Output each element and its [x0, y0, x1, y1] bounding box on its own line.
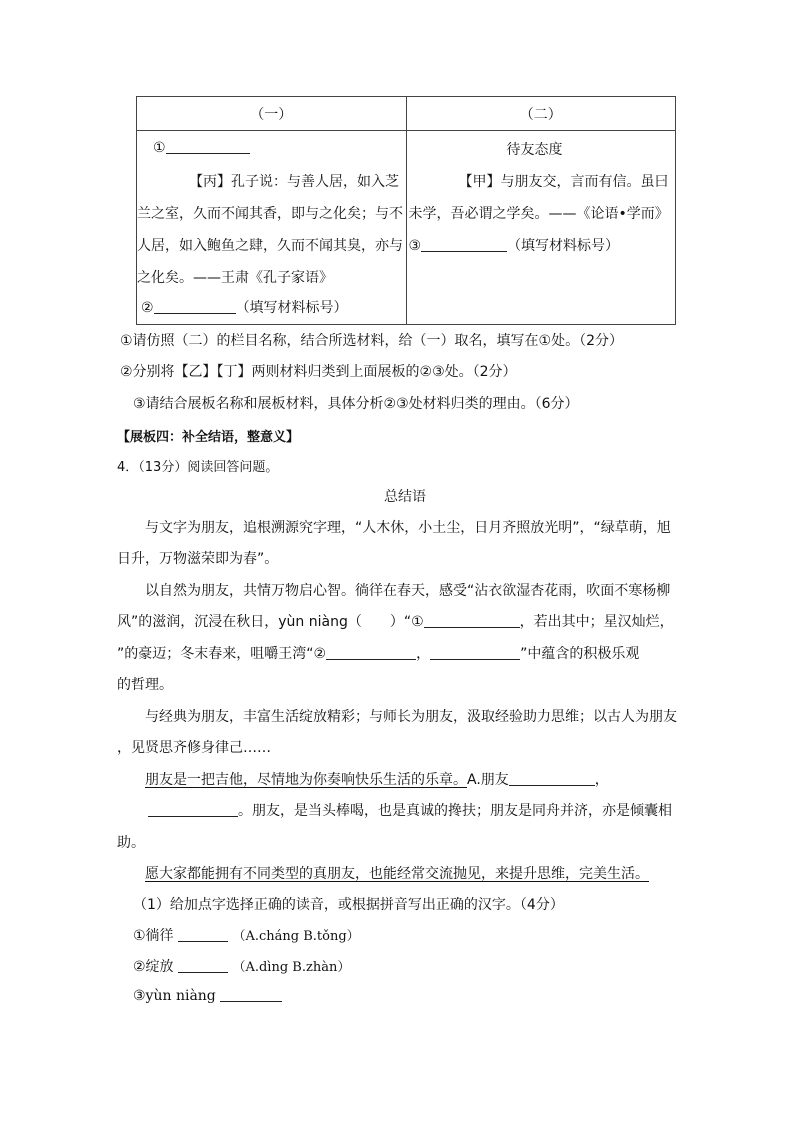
passage-p2-line3	[117, 643, 639, 663]
blank-3-row	[409, 235, 620, 255]
passage-p2-line2	[117, 611, 674, 631]
passage-p5-underlined: 愿大家都能拥有不同类型的真朋友，也能经常交流抛见，来提升思维，完美生活。	[145, 866, 649, 882]
answer-blank-2[interactable]	[154, 299, 236, 314]
item-1-label: ①徜徉	[133, 928, 174, 944]
passage-p2-line3-text: ”的豪迈；冬末春来，咀嚼王湾“②	[117, 646, 327, 662]
answer-blank-item-3[interactable]	[220, 987, 282, 1002]
task-2: ②分别将【乙】【丁】两则材料归类到上面展板的②③处。（2分）	[120, 364, 517, 380]
material-jia-line2: 未学，吾必谓之学矣。——《论语•学而》	[408, 206, 669, 222]
task-3: ③请结合展板名称和展板材料，具体分析②③处材料归类的理由。（6分）	[133, 396, 579, 412]
answer-blank-poem-2a[interactable]	[326, 645, 416, 660]
answer-blank-item-1[interactable]	[178, 927, 228, 942]
summary-title: 总结语	[384, 489, 426, 505]
material-bing-line3: 人居，如入鲍鱼之肆，久而不闻其臭，亦与	[137, 238, 403, 254]
item-2-row	[133, 956, 350, 976]
answer-blank-A2[interactable]	[148, 802, 238, 817]
section-4-heading: 【展板四：补全结语，整意义】	[117, 430, 300, 445]
col2-title: 待友态度	[506, 142, 563, 158]
item-3-row	[133, 987, 282, 1004]
passage-p4-comma: ，	[594, 772, 609, 788]
item-2-options: （A.dìng B.zhàn）	[232, 960, 351, 975]
material-bing-line1: 【丙】孔子说：与善人居，如入芝	[189, 174, 399, 190]
sub-question-1-stem: （1）给加点字选择正确的读音，或根据拼音写出正确的汉字。（4分）	[133, 897, 564, 913]
passage-p4-line1	[145, 769, 609, 789]
answer-blank-3[interactable]	[421, 237, 507, 252]
exhibit-board-table	[136, 96, 676, 325]
passage-p2-line2-text: 风”的滋润，沉浸在秋日，yùn niàng（ ）“①	[117, 614, 424, 630]
underlined-sentence-guitar: 朋友是一把吉他，尽情地为你奏响快乐生活的乐章。	[145, 772, 467, 788]
passage-p2-line3-comma: ，	[416, 646, 431, 662]
answer-blank-item-2[interactable]	[178, 958, 228, 973]
answer-blank-A1[interactable]	[509, 771, 595, 786]
passage-p3-line2: ，见贤思齐修身律己……	[117, 740, 271, 756]
passage-p1-line2: 日升，万物滋荣即为春”。	[117, 551, 279, 567]
blank-2-note: （填写材料标号）	[235, 300, 348, 316]
material-bing-line4: 之化矣。——王肃《孔子家语》	[137, 270, 333, 286]
passage-p4-line3: 助。	[117, 835, 145, 851]
passage-p2-line4: 的哲理。	[117, 677, 173, 693]
item-1-options: （A.cháng B.tǒng）	[232, 929, 360, 944]
marker-1: ①	[153, 140, 166, 156]
material-bing-line2: 兰之室，久而不闻其香，即与之化矣；与不	[137, 206, 403, 222]
item-1-row	[133, 925, 360, 945]
answer-blank-1[interactable]	[166, 139, 250, 154]
passage-p4-line2-text: 。朋友，是当头棒喝，也是真诚的搀扶；朋友是同舟并济，亦是倾囊相	[238, 803, 672, 819]
marker-3: ③	[408, 238, 422, 254]
item-3-label: ③yùn niàng	[133, 988, 216, 1004]
col1-header: （一）	[137, 97, 407, 131]
blank-1-row	[153, 139, 250, 156]
passage-p4-line2	[148, 800, 672, 820]
passage-p4-A-label: A.朋友	[467, 772, 509, 788]
passage-p1-line1: 与文字为朋友，追根溯源究字理，“人木休，小土尘，日月齐照放光明”，“绿草萌，旭	[145, 520, 671, 536]
col2-header: （二）	[406, 97, 676, 131]
marker-2: ②	[141, 300, 154, 316]
col1-cell	[137, 131, 407, 325]
material-jia-line1: 【甲】与朋友交，言而有信。虽曰	[458, 174, 669, 190]
task-1: ①请仿照（二）的栏目名称，结合所选材料，给（一）取名，填写在①处。（2分）	[120, 333, 624, 349]
blank-3-note: （填写材料标号）	[507, 238, 620, 254]
passage-p2-line3-tail: ”中蕴含的积极乐观	[520, 646, 640, 662]
blank-2-row	[141, 297, 348, 317]
passage-p3-line1: 与经典为朋友，丰富生活绽放精彩；与师长为朋友，汲取经验助力思维；以古人为朋友	[145, 709, 677, 725]
col2-cell	[406, 131, 676, 325]
answer-blank-poem-2b[interactable]	[430, 645, 520, 660]
answer-blank-poem-1[interactable]	[424, 613, 520, 628]
item-2-label: ②绽放	[133, 959, 174, 975]
passage-p2-line2-tail: ，若出其中；星汉灿烂，	[519, 614, 674, 630]
passage-p2-line1: 以自然为朋友，共情万物启心智。徜徉在春天，感受“沾衣欲湿杏花雨，吹面不寒杨柳	[145, 583, 671, 599]
question-4-title: 4．（13分）阅读回答问题。	[117, 460, 279, 475]
